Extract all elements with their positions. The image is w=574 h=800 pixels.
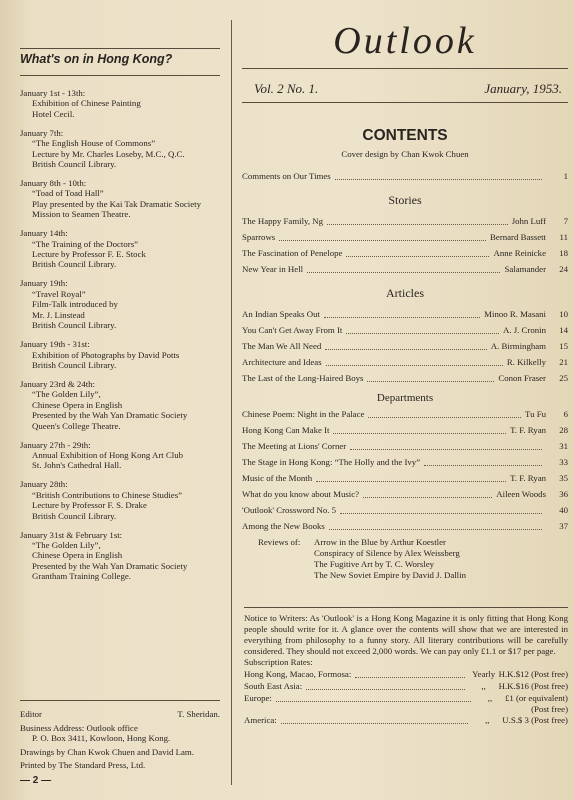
event-item (20, 228, 220, 270)
toc-page: 21 (559, 357, 568, 367)
toc-title: Hong Kong Can Make It (242, 425, 330, 435)
subscription-leader (281, 714, 469, 724)
toc-title: The Stage in Hong Kong: “The Holly and the Ivy” (242, 457, 421, 467)
toc-title: The Happy Family, Ng (242, 216, 324, 226)
event-line: Mr. J. Linstead (32, 309, 85, 320)
toc-title: 'Outlook' Crossword No. 5 (242, 505, 337, 515)
event-line: “The Training of the Doctors” (32, 238, 139, 249)
toc-entry (242, 338, 568, 354)
toc-author: T. F. Ryan (510, 473, 546, 483)
event-line: Presented by the Wah Yan Dramatic Society (32, 410, 188, 421)
event-line: “British Contributions to Chinese Studies” (32, 489, 183, 500)
toc-author: Salamander (504, 264, 546, 274)
toc-page: 10 (559, 309, 568, 319)
subscription-region: America: (244, 715, 277, 725)
toc-title: New Year in Hell (242, 264, 304, 274)
volume-number: Vol. 2 No. 1. (254, 81, 319, 96)
page-number: — 2 — (20, 775, 52, 786)
events-title: What's on in Hong Kong? (20, 52, 173, 66)
toc-page: 25 (559, 373, 568, 383)
toc-leader (350, 438, 542, 450)
review-title: Conspiracy of Silence by Alex Weissberg (314, 548, 460, 558)
event-line: Hotel Cecil. (32, 108, 75, 119)
subscription-price: £1 (or equivalent) (504, 693, 568, 703)
event-item (20, 128, 220, 170)
review-title: Arrow in the Blue by Arthur Koestler (314, 537, 446, 547)
toc-author: Anne Reinicke (493, 248, 546, 258)
subscription-row (244, 714, 568, 726)
editor-line (20, 709, 220, 720)
toc-leader (368, 406, 521, 418)
toc-author: A. J. Cronin (502, 325, 546, 335)
toc-author: Conon Fraser (498, 373, 546, 383)
toc-author: Minoo R. Masani (484, 309, 546, 319)
contents-title: CONTENTS (362, 127, 448, 144)
review-item (242, 570, 568, 581)
issue-rule (242, 102, 568, 103)
toc-entry (242, 422, 568, 438)
toc-leader (335, 168, 542, 180)
toc-entry (242, 245, 568, 261)
subscription-row (244, 680, 568, 692)
event-date: January 1st - 13th: (20, 88, 86, 98)
toc-leader (307, 261, 500, 273)
drawings-credit: Drawings by Chan Kwok Chuen and David Lam. (20, 746, 194, 757)
toc-leader (333, 422, 506, 434)
subscription-row (244, 668, 568, 680)
toc-leader (324, 306, 480, 318)
toc-title: The Last of the Long-Haired Boys (242, 373, 364, 383)
credits-block (20, 700, 220, 774)
toc-page: 40 (559, 505, 568, 515)
subscription-period: ,, (481, 681, 486, 691)
event-date: January 8th - 10th: (20, 178, 87, 189)
review-item (242, 559, 568, 570)
toc-leader (326, 354, 503, 366)
column-divider (231, 20, 232, 785)
toc-entry (242, 354, 568, 370)
event-item (20, 479, 220, 521)
toc-entry (242, 213, 568, 229)
review-item (242, 537, 568, 548)
toc-leader (424, 454, 542, 466)
toc-page: 1 (563, 171, 568, 181)
event-line: “The Golden Lily”, (32, 389, 101, 400)
event-item (20, 88, 220, 119)
events-column (20, 48, 220, 590)
editor-name: T. Sheridan. (177, 709, 220, 719)
toc-leader (367, 370, 494, 382)
toc-entry (242, 486, 568, 502)
event-date: January 28th: (20, 479, 68, 490)
postal-address: P. O. Box 3411, Kowloon, Hong Kong. (32, 733, 171, 744)
title-rule-bottom (20, 75, 220, 76)
subscription-leader (306, 680, 464, 690)
event-line: British Council Library. (32, 259, 117, 270)
toc-page: 36 (559, 489, 568, 499)
toc-entry (242, 306, 568, 322)
toc-entry (242, 502, 568, 518)
reviews-label (242, 570, 314, 581)
event-date: January 7th: (20, 127, 64, 138)
toc-author: Tu Fu (525, 409, 546, 419)
subscription-list (244, 668, 568, 726)
event-line: Lecture by Mr. Charles Loseby, M.C., Q.C. (32, 148, 185, 159)
subscription-period: Yearly (472, 669, 496, 679)
subscription-note: (Post free) (531, 704, 568, 714)
issue-line (242, 81, 568, 97)
toc-page: 11 (559, 232, 568, 242)
toc-entry (242, 438, 568, 454)
event-line: Lecture by Professor F. E. Stock (32, 249, 146, 260)
subscription-row (244, 692, 568, 704)
event-line: Chinese Opera in English (32, 550, 123, 561)
event-line: “Toad of Toad Hall” (32, 188, 104, 199)
subscription-region: Hong Kong, Macao, Formosa: (244, 669, 352, 679)
toc-author: T. F. Ryan (510, 425, 546, 435)
toc-page: 31 (559, 441, 568, 451)
toc-author: A. Birmingham (490, 341, 546, 351)
editor-label: Editor (20, 709, 42, 719)
toc-entry (242, 168, 568, 184)
subscription-period: ,, (487, 693, 493, 703)
event-date: January 31st & February 1st: (20, 529, 123, 540)
event-line: “The English House of Commons” (32, 138, 156, 149)
toc-entry (242, 261, 568, 277)
event-item (20, 440, 220, 471)
event-line: Mission to Seamen Theatre. (32, 209, 131, 220)
contents-column (242, 20, 568, 581)
toc-title: Among the New Books (242, 521, 325, 531)
subscription-leader (355, 668, 464, 678)
subscription-title: Subscription Rates: (244, 657, 313, 667)
subscription-leader (276, 692, 471, 702)
review-title: The New Soviet Empire by David J. Dallin (314, 570, 466, 580)
review-item (242, 548, 568, 559)
stories-heading: Stories (388, 193, 422, 207)
toc-title: Chinese Poem: Night in the Palace (242, 409, 365, 419)
event-line: British Council Library. (32, 320, 117, 331)
event-date: January 27th - 29th: (20, 439, 91, 450)
event-item (20, 278, 220, 330)
toc-leader (346, 245, 489, 257)
toc-leader (340, 502, 542, 514)
toc-leader (325, 338, 487, 350)
intro-list (242, 168, 568, 184)
toc-leader (346, 322, 499, 334)
review-title: The Fugitive Art by T. C. Worsley (314, 559, 434, 569)
subscription-period: ,, (485, 715, 490, 725)
event-line: “Travel Royal” (32, 288, 86, 299)
subscription-price: H.K.$16 (Post free) (498, 681, 568, 691)
toc-title: The Fascination of Penelope (242, 248, 343, 258)
subscription-region: Europe: (244, 693, 272, 703)
departments-list (242, 406, 568, 534)
articles-heading: Articles (386, 286, 424, 300)
subscription-price: U.S.$ 3 (Post free) (502, 715, 568, 725)
event-date: January 19th - 31st: (20, 339, 90, 350)
toc-entry (242, 406, 568, 422)
toc-page: 15 (559, 341, 568, 351)
toc-title: Comments on Our Times (242, 171, 331, 181)
toc-page: 7 (563, 216, 568, 226)
event-line: British Council Library. (32, 510, 117, 521)
event-line: Exhibition of Chinese Painting (32, 98, 141, 109)
toc-title: An Indian Speaks Out (242, 309, 320, 319)
articles-list (242, 306, 568, 386)
toc-title: The Man We All Need (242, 341, 322, 351)
toc-leader (327, 213, 508, 225)
events-list (20, 88, 220, 582)
toc-author: Bernard Bassett (490, 232, 546, 242)
toc-leader (279, 229, 486, 241)
event-date: January 19th: (20, 278, 68, 289)
toc-page: 18 (559, 248, 568, 258)
reviews-list (242, 537, 568, 581)
masthead-rule (242, 68, 568, 69)
notice-block (244, 607, 568, 726)
business-address: Business Address: Outlook office (20, 722, 138, 733)
subscription-price: H.K.$12 (Post free) (498, 669, 568, 679)
stories-list (242, 213, 568, 277)
toc-title: Sparrows (242, 232, 276, 242)
event-item (20, 530, 220, 582)
departments-heading: Departments (376, 392, 434, 404)
toc-entry (242, 322, 568, 338)
event-line: Annual Exhibition of Hong Kong Art Club (32, 449, 184, 460)
credits-rule (20, 700, 220, 701)
toc-page: 35 (559, 473, 568, 483)
event-item (20, 339, 220, 370)
reviews-label (242, 559, 314, 570)
toc-page: 14 (559, 325, 568, 335)
cover-credit: Cover design by Chan Kwok Chuen (341, 149, 469, 159)
toc-title: You Can't Get Away From It (242, 325, 343, 335)
event-line: St. John's Cathedral Hall. (32, 460, 122, 471)
reviews-label: Reviews of: (258, 537, 301, 547)
event-line: Queen's College Theatre. (32, 420, 121, 431)
toc-entry (242, 370, 568, 386)
event-line: Chinese Opera in English (32, 399, 123, 410)
toc-entry (242, 518, 568, 534)
event-line: Play presented by the Kai Tak Dramatic Society (32, 198, 202, 209)
event-date: January 14th: (20, 228, 68, 239)
toc-author: R. Kilkelly (506, 357, 546, 367)
toc-title: Music of the Month (242, 473, 313, 483)
event-line: British Council Library. (32, 359, 117, 370)
notice-rule (244, 607, 568, 608)
event-line: Grantham Training College. (32, 571, 131, 582)
event-line: Presented by the Wah Yan Dramatic Society (32, 560, 188, 571)
toc-page: 28 (559, 425, 568, 435)
subscription-region: South East Asia: (244, 681, 303, 691)
toc-author: John Luff (511, 216, 546, 226)
toc-entry (242, 470, 568, 486)
toc-page: 6 (563, 409, 568, 419)
event-line: Film-Talk introduced by (32, 299, 118, 310)
notice-to-writers: Notice to Writers: As 'Outlook' is a Hong Kong Magazine it is only fitting that Hong Kong people should write for it. A glance over the contents will show that we are interested in everything from philosophy to a funny story. All literary contributions will be carefully considered. They should not exceed 2,000 words. We can pay only £1.1 or $17 per page. (244, 613, 568, 656)
event-line: British Council Library. (32, 159, 117, 170)
toc-leader (329, 518, 542, 530)
toc-leader (316, 470, 506, 482)
title-rule-top (20, 48, 220, 49)
event-date: January 23rd & 24th: (20, 378, 96, 389)
masthead-logo: Outlook (333, 20, 477, 62)
event-item (20, 178, 220, 220)
toc-title: The Meeting at Lions' Corner (242, 441, 347, 451)
toc-title: What do you know about Music? (242, 489, 360, 499)
toc-page: 24 (559, 264, 568, 274)
toc-entry (242, 454, 568, 470)
issue-date: January, 1953. (484, 81, 562, 96)
event-line: Lecture by Professor F. S. Drake (32, 500, 147, 511)
reviews-label (242, 548, 314, 559)
toc-author: Aileen Woods (496, 489, 546, 499)
event-line: Exhibition of Photographs by David Potts (32, 349, 180, 360)
printer-credit: Printed by The Standard Press, Ltd. (20, 760, 146, 771)
toc-page: 33 (559, 457, 568, 467)
toc-entry (242, 229, 568, 245)
event-item (20, 379, 220, 431)
event-line: “The Golden Lily”, (32, 539, 101, 550)
toc-page: 37 (559, 521, 568, 531)
toc-title: Architecture and Ideas (242, 357, 322, 367)
toc-leader (363, 486, 492, 498)
